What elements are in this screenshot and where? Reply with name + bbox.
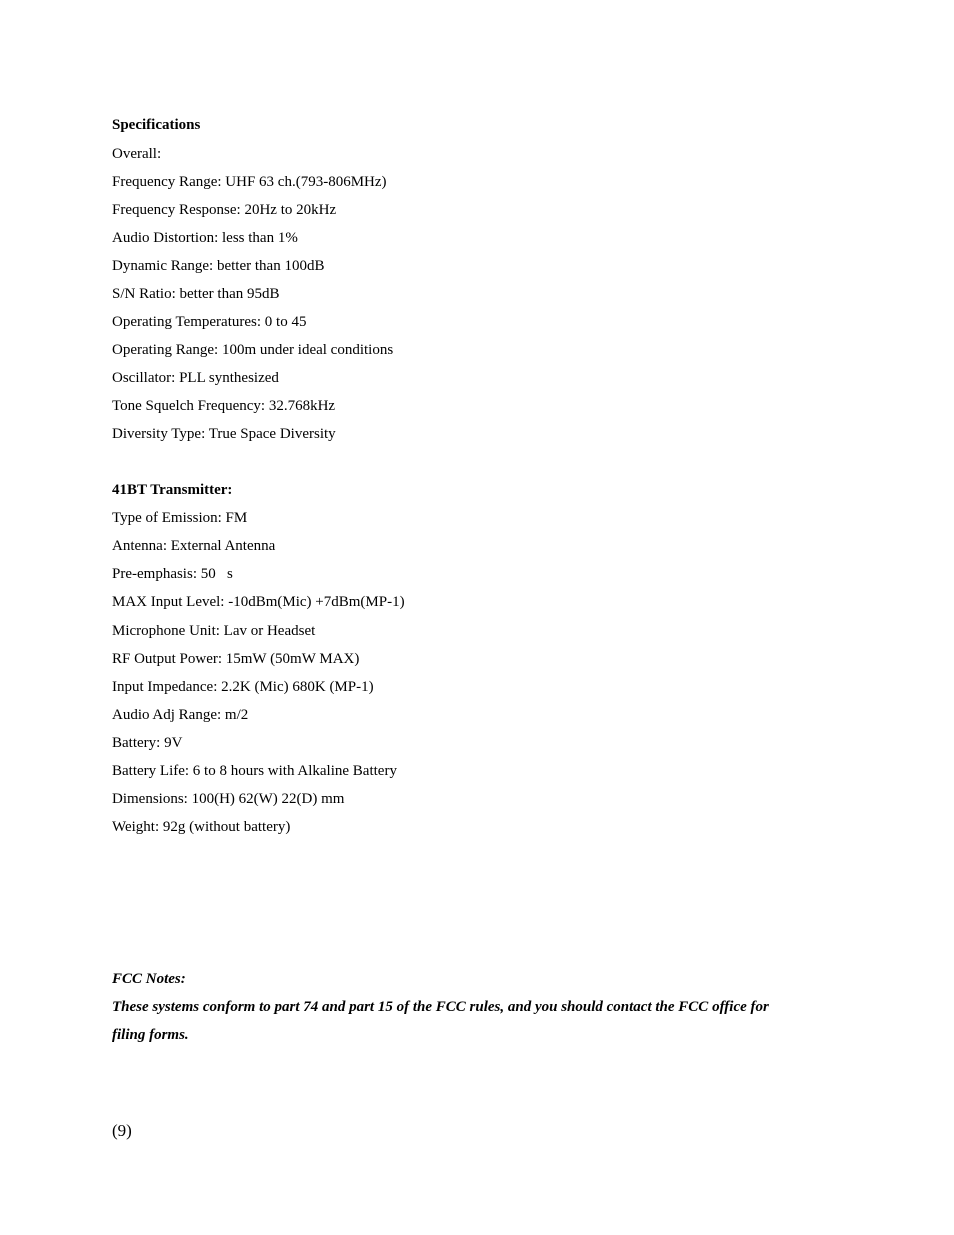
tx-pre-emphasis: Pre-emphasis: 50 s [112,566,233,582]
fcc-notes-heading: FCC Notes: [112,971,186,987]
tx-max-input-level: MAX Input Level: -10dBm(Mic) +7dBm(MP-1) [112,594,405,610]
overall-label: Overall: [112,146,162,162]
tx-audio-adj-range: Audio Adj Range: m/2 [112,707,249,723]
tx-battery-life: Battery Life: 6 to 8 hours with Alkaline Battery [112,763,397,779]
tx-microphone-unit: Microphone Unit: Lav or Headset [112,623,316,639]
fcc-notes-line-2: filing forms. [112,1027,189,1043]
specifications-heading: Specifications [112,117,201,133]
spec-operating-temperatures: Operating Temperatures: 0 to 45 [112,314,307,330]
page-number: (9) [112,1121,132,1140]
tx-rf-output-power: RF Output Power: 15mW (50mW MAX) [112,651,360,667]
tx-type-of-emission: Type of Emission: FM [112,510,248,526]
spec-frequency-response: Frequency Response: 20Hz to 20kHz [112,202,337,218]
tx-dimensions: Dimensions: 100(H) 62(W) 22(D) mm [112,791,345,807]
fcc-notes-line-1: These systems conform to part 74 and part 15 of the FCC rules, and you should contact the FCC office for [112,999,769,1015]
tx-battery: Battery: 9V [112,735,183,751]
tx-antenna: Antenna: External Antenna [112,538,276,554]
spec-oscillator: Oscillator: PLL synthesized [112,370,279,386]
spec-sn-ratio: S/N Ratio: better than 95dB [112,286,280,302]
spec-dynamic-range: Dynamic Range: better than 100dB [112,258,325,274]
tx-input-impedance: Input Impedance: 2.2K (Mic) 680K (MP-1) [112,679,374,695]
transmitter-heading: 41BT Transmitter: [112,482,233,498]
tx-weight: Weight: 92g (without battery) [112,819,291,835]
spec-audio-distortion: Audio Distortion: less than 1% [112,230,298,246]
spec-tone-squelch: Tone Squelch Frequency: 32.768kHz [112,398,336,414]
spec-diversity-type: Diversity Type: True Space Diversity [112,426,336,442]
spec-operating-range: Operating Range: 100m under ideal conditions [112,342,394,358]
spec-frequency-range: Frequency Range: UHF 63 ch.(793-806MHz) [112,174,387,190]
